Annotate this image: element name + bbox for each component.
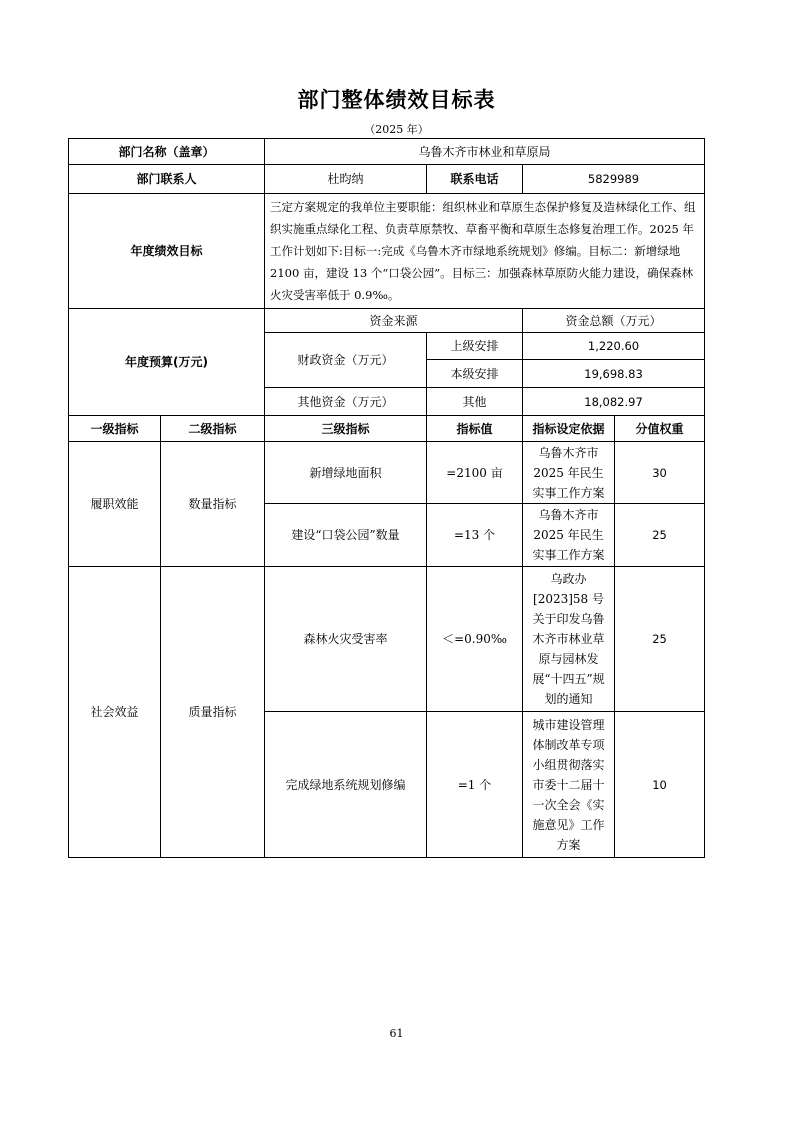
dept-contact-label: 部门联系人 [69, 165, 265, 194]
page-number: 61 [389, 1027, 404, 1040]
local-level-value: 19,698.83 [523, 360, 705, 388]
header-basis: 指标设定依据 [523, 416, 615, 442]
header-level2: 二级指标 [161, 416, 265, 442]
level3-cell: 完成绿地系统规划修编 [265, 712, 427, 858]
level3-cell: 建设“口袋公园”数量 [265, 504, 427, 567]
local-level-label: 本级安排 [427, 360, 523, 388]
header-weight: 分值权重 [615, 416, 705, 442]
basis-cell: 乌鲁木齐市2025 年民生实事工作方案 [523, 442, 615, 504]
fund-source-header: 资金来源 [265, 309, 523, 333]
phone-label: 联系电话 [427, 165, 523, 194]
level3-cell: 森林火灾受害率 [265, 567, 427, 712]
header-value: 指标值 [427, 416, 523, 442]
basis-cell: 乌鲁木齐市2025 年民生实事工作方案 [523, 504, 615, 567]
fiscal-fund-label: 财政资金（万元） [265, 333, 427, 388]
basis-cell: 城市建设管理体制改革专项小组贯彻落实市委十二届十一次全会《实施意见》工作方案 [523, 712, 615, 858]
other-fund-label: 其他资金（万元） [265, 388, 427, 416]
level2-cell: 数量指标 [161, 442, 265, 567]
indicator-value-cell: =13 个 [427, 504, 523, 567]
weight-cell: 10 [615, 712, 705, 858]
page-title: 部门整体绩效目标表 [297, 88, 496, 112]
level1-cell: 社会效益 [69, 567, 161, 858]
performance-target-table [68, 138, 705, 858]
level1-cell: 履职效能 [69, 442, 161, 567]
dept-contact-value: 杜昀纳 [265, 165, 427, 194]
annual-goal-label: 年度绩效目标 [69, 194, 265, 309]
weight-cell: 25 [615, 567, 705, 712]
level3-cell: 新增绿地面积 [265, 442, 427, 504]
phone-value: 5829989 [523, 165, 705, 194]
weight-cell: 25 [615, 504, 705, 567]
upper-level-label: 上级安排 [427, 333, 523, 360]
weight-cell: 30 [615, 442, 705, 504]
other-sub-label: 其他 [427, 388, 523, 416]
basis-cell: 乌政办[2023]58 号关于印发乌鲁木齐市林业草原与园林发展“十四五”规划的通知 [523, 567, 615, 712]
other-fund-value: 18,082.97 [523, 388, 705, 416]
indicator-value-cell: ＜=0.90‰ [427, 567, 523, 712]
dept-name-value: 乌鲁木齐市林业和草原局 [265, 139, 705, 165]
level2-cell: 质量指标 [161, 567, 265, 858]
header-level3: 三级指标 [265, 416, 427, 442]
year-subtitle: （2025 年） [364, 123, 429, 136]
header-level1: 一级指标 [69, 416, 161, 442]
annual-goal-text: 三定方案规定的我单位主要职能：组织林业和草原生态保护修复及造林绿化工作、组织实施重点绿化工程、负责草原禁牧、草畜平衡和草原生态修复治理工作。2025 年工作计划如下:目标一:完成《乌鲁木齐市绿地系统规划》修编。目标二：新增绿地 2100 亩，建设 13 个“口袋公园”。目标三：加强森林草原防火能力建设，确保森林火灾受害率低于 0.9‰。 [265, 194, 705, 309]
indicator-value-cell: =1 个 [427, 712, 523, 858]
upper-level-value: 1,220.60 [523, 333, 705, 360]
dept-name-label: 部门名称（盖章） [69, 139, 265, 165]
fund-total-header: 资金总额（万元） [523, 309, 705, 333]
indicator-value-cell: =2100 亩 [427, 442, 523, 504]
annual-budget-label: 年度预算(万元) [69, 309, 265, 416]
